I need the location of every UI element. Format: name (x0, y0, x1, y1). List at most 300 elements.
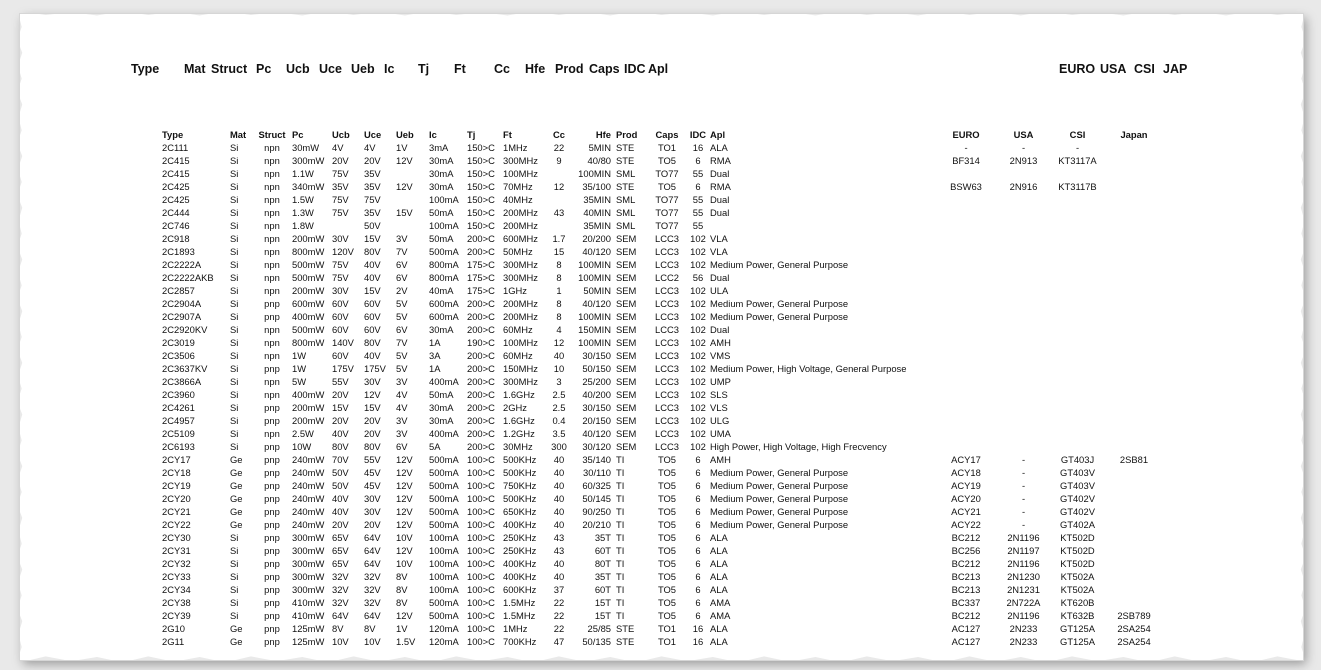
cell-usa (996, 375, 1049, 388)
cell-csi (1049, 362, 1104, 375)
cell-pc: 240mW (292, 454, 325, 465)
cell-ic: 50mA (429, 207, 454, 218)
cell-pc: 240mW (292, 480, 325, 491)
cell-ucb: 65V (332, 558, 349, 569)
cell-ucb: 60V (332, 311, 349, 322)
cell-ic: 500mA (429, 493, 459, 504)
cell-csi: GT125A (1060, 623, 1095, 634)
cell-usa: 2N1197 (1007, 545, 1040, 556)
cell-caps: LCC3 (655, 415, 679, 426)
cell-type: 2C3960 (162, 389, 195, 400)
cell-idc: 102 (690, 233, 706, 244)
cell-ic: 1A (429, 337, 441, 348)
cell-uce: 20V (364, 519, 381, 530)
cell-ucb: 60V (332, 350, 349, 361)
cell-cc: 40 (553, 519, 565, 530)
cell-apl: Dual (710, 272, 730, 283)
cell-ft: 400KHz (503, 571, 537, 582)
cell-usa (996, 349, 1049, 362)
cell-uce: 40V (364, 272, 381, 283)
cell-csi: GT403V (1060, 467, 1095, 478)
cell-type: 2C2920KV (162, 324, 208, 335)
cell-caps: LCC3 (655, 311, 679, 322)
cell-apl: Dual (710, 324, 730, 335)
cell-pc: 1.1W (292, 168, 314, 179)
cell-uce: 80V (364, 441, 381, 452)
top-header-label: Cc (494, 62, 510, 76)
cell-caps: LCC3 (655, 441, 679, 452)
cell-type: 2C3506 (162, 350, 195, 361)
cell-struct: pnp (264, 623, 280, 634)
cell-ucb: 20V (332, 155, 349, 166)
cell-apl: AMA (710, 597, 731, 608)
cell-japan (1104, 362, 1162, 375)
cell-japan (1104, 193, 1162, 206)
cell-type: 2C111 (162, 142, 189, 153)
cell-tj: 100>C (467, 597, 495, 608)
cell-caps: LCC3 (655, 337, 679, 348)
cell-ueb: 10V (396, 532, 413, 543)
cell-uce: 60V (364, 311, 381, 322)
cell-ft: 40MHz (503, 194, 533, 205)
cell-struct: npn (264, 181, 280, 192)
table-row (160, 622, 1162, 635)
cell-ic: 800mA (429, 259, 459, 270)
cell-mat: Ge (230, 623, 243, 634)
cell-uce: 64V (364, 558, 381, 569)
cell-csi (1049, 232, 1104, 245)
cell-pc: 300mW (292, 558, 325, 569)
cell-pc: 300mW (292, 571, 325, 582)
cell-prod: SEM (616, 324, 637, 335)
cell-usa: 2N722A (1006, 597, 1041, 608)
cell-euro (934, 245, 996, 258)
cell-hfe: 20/210 (582, 519, 611, 530)
cell-ucb: 10V (332, 636, 349, 647)
cell-ueb: 12V (396, 610, 413, 621)
cell-mat: Si (230, 532, 239, 543)
cell-type: 2CY33 (162, 571, 191, 582)
column-header-tj: Tj (467, 129, 476, 140)
cell-ic: 30mA (429, 181, 454, 192)
cell-idc: 55 (692, 194, 704, 205)
cell-csi (1049, 440, 1104, 453)
cell-struct: npn (264, 337, 280, 348)
cell-pc: 500mW (292, 272, 325, 283)
cell-ft: 1MHz (503, 623, 528, 634)
cell-apl: Dual (710, 207, 730, 218)
cell-ft: 400KHz (503, 558, 537, 569)
cell-ueb: 4V (396, 402, 408, 413)
cell-ucb: 4V (332, 142, 344, 153)
cell-hfe: 40/200 (582, 389, 611, 400)
cell-ic: 500mA (429, 454, 459, 465)
cell-prod: SEM (616, 233, 637, 244)
cell-caps: LCC3 (655, 285, 679, 296)
cell-hfe: 35/140 (582, 454, 611, 465)
cell-mat: Si (230, 402, 239, 413)
column-header-pc: Pc (292, 129, 304, 140)
cell-pc: 340mW (292, 181, 325, 192)
cell-japan (1104, 154, 1162, 167)
cell-ic: 600mA (429, 298, 459, 309)
cell-apl: Medium Power, General Purpose (710, 298, 849, 309)
cell-mat: Si (230, 584, 239, 595)
cell-ft: 2GHz (503, 402, 527, 413)
cell-caps: TO5 (657, 480, 677, 491)
cell-caps: TO5 (657, 597, 677, 608)
column-header-struct: Struct (258, 129, 286, 140)
cell-type: 2C2857 (162, 285, 195, 296)
cell-apl: ALA (710, 584, 728, 595)
cell-csi (1049, 323, 1104, 336)
cell-ft: 600KHz (503, 584, 537, 595)
cell-tj: 150>C (467, 181, 495, 192)
cell-hfe: 15T (594, 597, 611, 608)
cell-prod: TI (616, 519, 625, 530)
cell-idc: 6 (695, 610, 701, 621)
cell-uce: 20V (364, 155, 381, 166)
cell-ucb: 75V (332, 259, 349, 270)
cell-cc: 8 (556, 311, 562, 322)
table-row (160, 388, 1162, 401)
cell-ueb: 12V (396, 467, 413, 478)
cell-cc: 9 (556, 155, 562, 166)
cell-prod: SEM (616, 298, 637, 309)
cell-usa: - (1021, 467, 1026, 478)
cell-struct: pnp (264, 610, 280, 621)
cell-euro: BC212 (951, 532, 981, 543)
cell-type: 2C425 (162, 181, 190, 192)
cell-tj: 150>C (467, 194, 495, 205)
cell-ueb: 12V (396, 493, 413, 504)
cell-ic: 100mA (429, 584, 459, 595)
cell-japan (1104, 297, 1162, 310)
cell-euro: AC127 (951, 623, 981, 634)
cell-tj: 100>C (467, 493, 495, 504)
cell-ueb: 12V (396, 506, 413, 517)
cell-uce: 30V (364, 506, 381, 517)
cell-mat: Si (230, 207, 239, 218)
cell-uce: 60V (364, 298, 381, 309)
cell-usa: 2N913 (1009, 155, 1038, 166)
cell-tj: 100>C (467, 610, 495, 621)
cell-ic: 30mA (429, 324, 454, 335)
cell-prod: STE (616, 142, 635, 153)
cell-ft: 750KHz (503, 480, 537, 491)
cell-hfe: 30/150 (582, 402, 611, 413)
cell-pc: 125mW (292, 623, 325, 634)
cell-japan (1104, 375, 1162, 388)
cell-usa (996, 362, 1049, 375)
cell-hfe: 40/120 (582, 428, 611, 439)
cell-pc: 800mW (292, 246, 325, 257)
cell-prod: TI (616, 454, 625, 465)
cell-usa (996, 219, 1049, 232)
cell-japan (1104, 466, 1162, 479)
cell-uce: 45V (364, 467, 381, 478)
cell-ueb: 12V (396, 181, 413, 192)
cell-mat: Si (230, 155, 239, 166)
cell-uce: 40V (364, 350, 381, 361)
cell-ueb: 6V (396, 324, 408, 335)
cell-caps: LCC3 (655, 363, 679, 374)
cell-type: 2CY20 (162, 493, 191, 504)
cell-type: 2C3637KV (162, 363, 208, 374)
cell-pc: 240mW (292, 467, 325, 478)
cell-pc: 600mW (292, 298, 325, 309)
cell-cc: 40 (553, 480, 565, 491)
document-page (20, 14, 1303, 660)
cell-ic: 100mA (429, 194, 459, 205)
cell-prod: SEM (616, 428, 637, 439)
cell-type: 2C415 (162, 168, 190, 179)
cell-japan (1104, 505, 1162, 518)
cell-ueb: 3V (396, 415, 408, 426)
cell-ueb: 5V (396, 311, 408, 322)
cell-mat: Si (230, 285, 239, 296)
cell-hfe: 50/150 (582, 363, 611, 374)
table-row (160, 466, 1162, 479)
cell-ueb: 1V (396, 623, 408, 634)
cell-cc: 8 (556, 259, 562, 270)
cell-prod: SML (616, 220, 636, 231)
cell-caps: TO5 (657, 467, 677, 478)
cell-ucb: 20V (332, 389, 349, 400)
cell-ft: 1.5MHz (503, 597, 536, 608)
cell-csi (1049, 297, 1104, 310)
cell-hfe: 80T (594, 558, 611, 569)
torn-edge-bottom (20, 654, 1303, 660)
cell-prod: SML (616, 194, 636, 205)
cell-euro (934, 427, 996, 440)
cell-apl: ALA (710, 142, 728, 153)
cell-cc: 1 (556, 285, 562, 296)
top-header-label: IDC (624, 62, 646, 76)
cell-cc (547, 219, 569, 232)
cell-cc: 4 (556, 324, 562, 335)
cell-ucb: 40V (332, 428, 349, 439)
cell-usa (996, 310, 1049, 323)
cell-prod: SEM (616, 402, 637, 413)
cell-euro: - (964, 142, 968, 153)
cell-euro (934, 401, 996, 414)
cell-struct: pnp (264, 441, 280, 452)
cell-ft: 250KHz (503, 545, 537, 556)
cell-idc: 6 (695, 597, 701, 608)
cell-mat: Si (230, 324, 239, 335)
top-header-label: Caps (589, 62, 620, 76)
cell-euro: BF314 (952, 155, 980, 166)
cell-cc: 8 (556, 272, 562, 283)
cell-ft: 70MHz (503, 181, 533, 192)
cell-ueb: 8V (396, 584, 408, 595)
cell-apl: ALA (710, 532, 728, 543)
cell-caps: TO5 (657, 584, 677, 595)
cell-csi: GT402A (1060, 519, 1095, 530)
cell-struct: pnp (264, 519, 280, 530)
cell-idc: 102 (690, 298, 706, 309)
cell-uce: 30V (364, 376, 381, 387)
cell-caps: LCC3 (655, 350, 679, 361)
table-row (160, 284, 1162, 297)
cell-struct: npn (264, 376, 280, 387)
column-header-csi: CSI (1069, 129, 1086, 140)
cell-hfe: 40/120 (582, 298, 611, 309)
cell-uce: 64V (364, 532, 381, 543)
cell-hfe: 35MIN (583, 220, 611, 231)
cell-prod: SML (616, 168, 636, 179)
cell-pc: 410mW (292, 597, 325, 608)
cell-ft: 1.5MHz (503, 610, 536, 621)
cell-struct: npn (264, 389, 280, 400)
cell-type: 2C5109 (162, 428, 195, 439)
cell-prod: SEM (616, 311, 637, 322)
cell-ic: 500mA (429, 467, 459, 478)
cell-tj: 100>C (467, 532, 495, 543)
cell-prod: SEM (616, 246, 637, 257)
cell-usa (996, 440, 1049, 453)
cell-japan (1104, 440, 1162, 453)
cell-tj: 200>C (467, 324, 495, 335)
cell-ucb (330, 219, 362, 232)
column-header-usa: USA (1013, 129, 1034, 140)
cell-japan (1104, 544, 1162, 557)
cell-hfe: 25/200 (582, 376, 611, 387)
cell-struct: pnp (264, 506, 280, 517)
cell-usa (996, 401, 1049, 414)
cell-mat: Si (230, 597, 239, 608)
cell-struct: npn (264, 233, 280, 244)
cell-ueb: 4V (396, 389, 408, 400)
cell-tj: 200>C (467, 402, 495, 413)
cell-usa: - (1021, 142, 1026, 153)
cell-csi: GT125A (1060, 636, 1095, 647)
cell-caps: LCC3 (655, 389, 679, 400)
cell-ft: 60MHz (503, 350, 533, 361)
cell-apl: ALA (710, 623, 728, 634)
cell-cc: 47 (553, 636, 565, 647)
cell-type: 2C746 (162, 220, 190, 231)
cell-ft: 300MHz (503, 272, 538, 283)
cell-ucb: 140V (332, 337, 354, 348)
table-row (160, 505, 1162, 518)
cell-prod: STE (616, 155, 635, 166)
cell-idc: 102 (690, 428, 706, 439)
table-row (160, 349, 1162, 362)
cell-ic: 500mA (429, 597, 459, 608)
cell-pc: 5W (292, 376, 307, 387)
cell-struct: pnp (264, 311, 280, 322)
table-row (160, 375, 1162, 388)
cell-mat: Ge (230, 493, 243, 504)
cell-usa (996, 427, 1049, 440)
cell-csi: KT3117B (1058, 181, 1097, 192)
cell-ucb: 55V (332, 376, 349, 387)
cell-apl: Medium Power, General Purpose (710, 467, 849, 478)
cell-usa: 2N1196 (1007, 558, 1040, 569)
cell-ic: 120mA (429, 623, 459, 634)
cell-tj: 100>C (467, 584, 495, 595)
cell-mat: Si (230, 311, 239, 322)
cell-idc: 102 (690, 350, 706, 361)
cell-hfe: 35/100 (582, 181, 611, 192)
cell-hfe: 20/150 (582, 415, 611, 426)
cell-struct: npn (264, 350, 280, 361)
cell-type: 2C2222A (162, 259, 202, 270)
cell-ft: 1.2GHz (503, 428, 535, 439)
cell-uce: 10V (364, 636, 381, 647)
cell-caps: LCC3 (655, 428, 679, 439)
cell-ueb: 12V (396, 454, 413, 465)
table-header-row (160, 128, 1162, 141)
cell-ucb: 32V (332, 584, 349, 595)
cell-usa: - (1021, 493, 1026, 504)
cell-csi (1049, 167, 1104, 180)
cell-caps: TO1 (657, 142, 677, 153)
cell-csi: - (1075, 142, 1080, 153)
cell-struct: npn (264, 155, 280, 166)
cell-uce: 64V (364, 610, 381, 621)
cell-idc: 102 (690, 324, 706, 335)
cell-pc: 410mW (292, 610, 325, 621)
cell-type: 2C3866A (162, 376, 202, 387)
cell-caps: TO5 (657, 571, 677, 582)
cell-tj: 150>C (467, 155, 495, 166)
cell-usa (996, 206, 1049, 219)
cell-idc: 102 (690, 311, 706, 322)
cell-struct: pnp (264, 545, 280, 556)
table-row (160, 193, 1162, 206)
cell-hfe: 35T (594, 532, 611, 543)
cell-ueb (394, 167, 427, 180)
cell-usa (996, 323, 1049, 336)
column-header-cc: Cc (553, 129, 565, 140)
cell-cc: 40 (553, 558, 565, 569)
cell-prod: TI (616, 584, 625, 595)
cell-uce: 12V (364, 389, 381, 400)
table-row (160, 414, 1162, 427)
cell-apl: Medium Power, General Purpose (710, 259, 849, 270)
table-row (160, 596, 1162, 609)
cell-type: 2CY32 (162, 558, 191, 569)
cell-struct: npn (264, 272, 280, 283)
cell-apl (708, 219, 934, 232)
cell-ucb: 75V (332, 168, 349, 179)
cell-pc: 2.5W (292, 428, 314, 439)
torn-edge-top (20, 14, 1303, 18)
cell-ucb: 30V (332, 285, 349, 296)
cell-csi: KT502D (1060, 532, 1095, 543)
cell-idc: 16 (692, 636, 704, 647)
cell-csi (1049, 375, 1104, 388)
table-row (160, 323, 1162, 336)
cell-struct: npn (264, 220, 280, 231)
cell-ueb: 7V (396, 246, 408, 257)
cell-ft: 150MHz (503, 363, 538, 374)
cell-mat: Ge (230, 467, 243, 478)
cell-tj: 150>C (467, 142, 495, 153)
top-header-label: USA (1100, 62, 1127, 76)
column-header-euro: EURO (952, 129, 980, 140)
cell-csi (1049, 336, 1104, 349)
table-row (160, 401, 1162, 414)
cell-idc: 6 (695, 467, 701, 478)
cell-cc: 1.7 (552, 233, 566, 244)
cell-tj: 200>C (467, 246, 495, 257)
cell-mat: Si (230, 337, 239, 348)
cell-japan: 2SB789 (1117, 610, 1151, 621)
